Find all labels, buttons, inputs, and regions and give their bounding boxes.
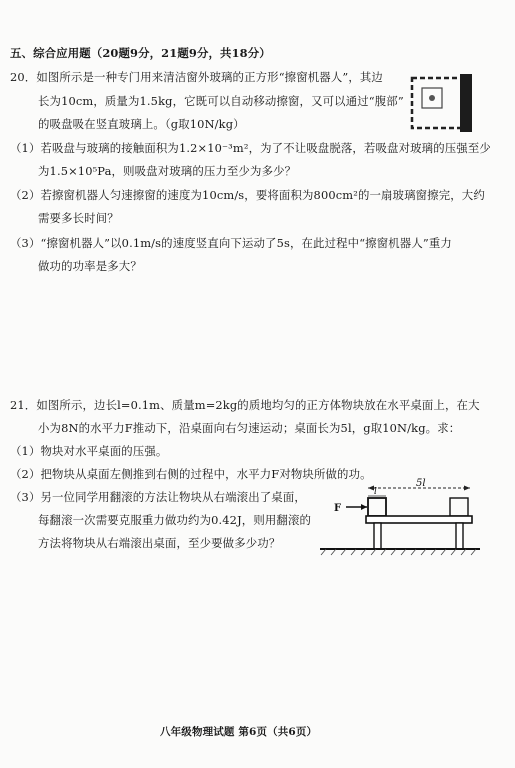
q21-sub1: （1）物块对水平桌面的压强。 <box>10 444 168 458</box>
q20-sub2-line-2: 需要多长时间？ <box>38 211 119 225</box>
q21-stem-line-2: 小为8N的水平力F推动下，沿桌面向右匀速运动；桌面长为5l，g取10N/kg。求： <box>38 421 461 435</box>
page-footer: 八年级物理试题 第6页（共6页） <box>160 726 318 738</box>
figure-force-label: F <box>334 503 342 514</box>
q21-stem-line-1: 21．如图所示，边长l=0.1m、质量m=2kg的质地均匀的正方体物块放在水平桌面上，在大 <box>10 398 480 412</box>
table-block-figure <box>320 478 480 558</box>
section-title: 五、综合应用题（20题9分，21题9分，共18分） <box>10 46 271 60</box>
q21-sub3-line-2: 每翻滚一次需要克服重力做功约为0.42J，则用翻滚的 <box>38 513 312 527</box>
q20-stem-line-3: 的吸盘吸在竖直玻璃上。（g取10N/kg） <box>38 117 245 131</box>
q21-sub3-line-3: 方法将物块从右端滚出桌面，至少要做多少功？ <box>38 536 281 550</box>
q20-sub1-line-2: 为1.5×10⁵Pa，则吸盘对玻璃的压力至少为多少？ <box>38 164 297 178</box>
q21-sub3-line-1: （3）另一位同学用翻滚的方法让物块从右端滚出了桌面， <box>10 490 306 504</box>
q20-stem-line-1: 20．如图所示是一种专门用来清洁窗外玻璃的正方形“擦窗机器人”，其边 <box>10 70 383 84</box>
q20-sub3-line-1: （3）“擦窗机器人”以0.1m/s的速度竖直向下运动了5s，在此过程中“擦窗机器人”重力 <box>10 236 452 250</box>
q20-sub2-line-1: （2）若擦窗机器人匀速擦窗的速度为10cm/s，要将面积为800cm²的一扇玻璃窗擦完，大约 <box>10 188 485 202</box>
figure-side-label: l <box>374 487 377 497</box>
window-robot-illustration <box>408 72 476 134</box>
q20-stem-line-2: 长为10cm，质量为1.5kg，它既可以自动移动擦窗，又可以通过“腹部” <box>38 94 404 108</box>
q20-sub3-line-2: 做功的功率是多大？ <box>38 259 142 273</box>
q21-sub2: （2）把物块从桌面左侧推到右侧的过程中，水平力F对物块所做的功。 <box>10 467 372 481</box>
figure-table-length-label: 5l <box>416 478 426 489</box>
q20-sub1-line-1: （1）若吸盘与玻璃的接触面积为1.2×10⁻³m²，为了不让吸盘脱落，若吸盘对玻璃的压强至少 <box>10 141 491 155</box>
